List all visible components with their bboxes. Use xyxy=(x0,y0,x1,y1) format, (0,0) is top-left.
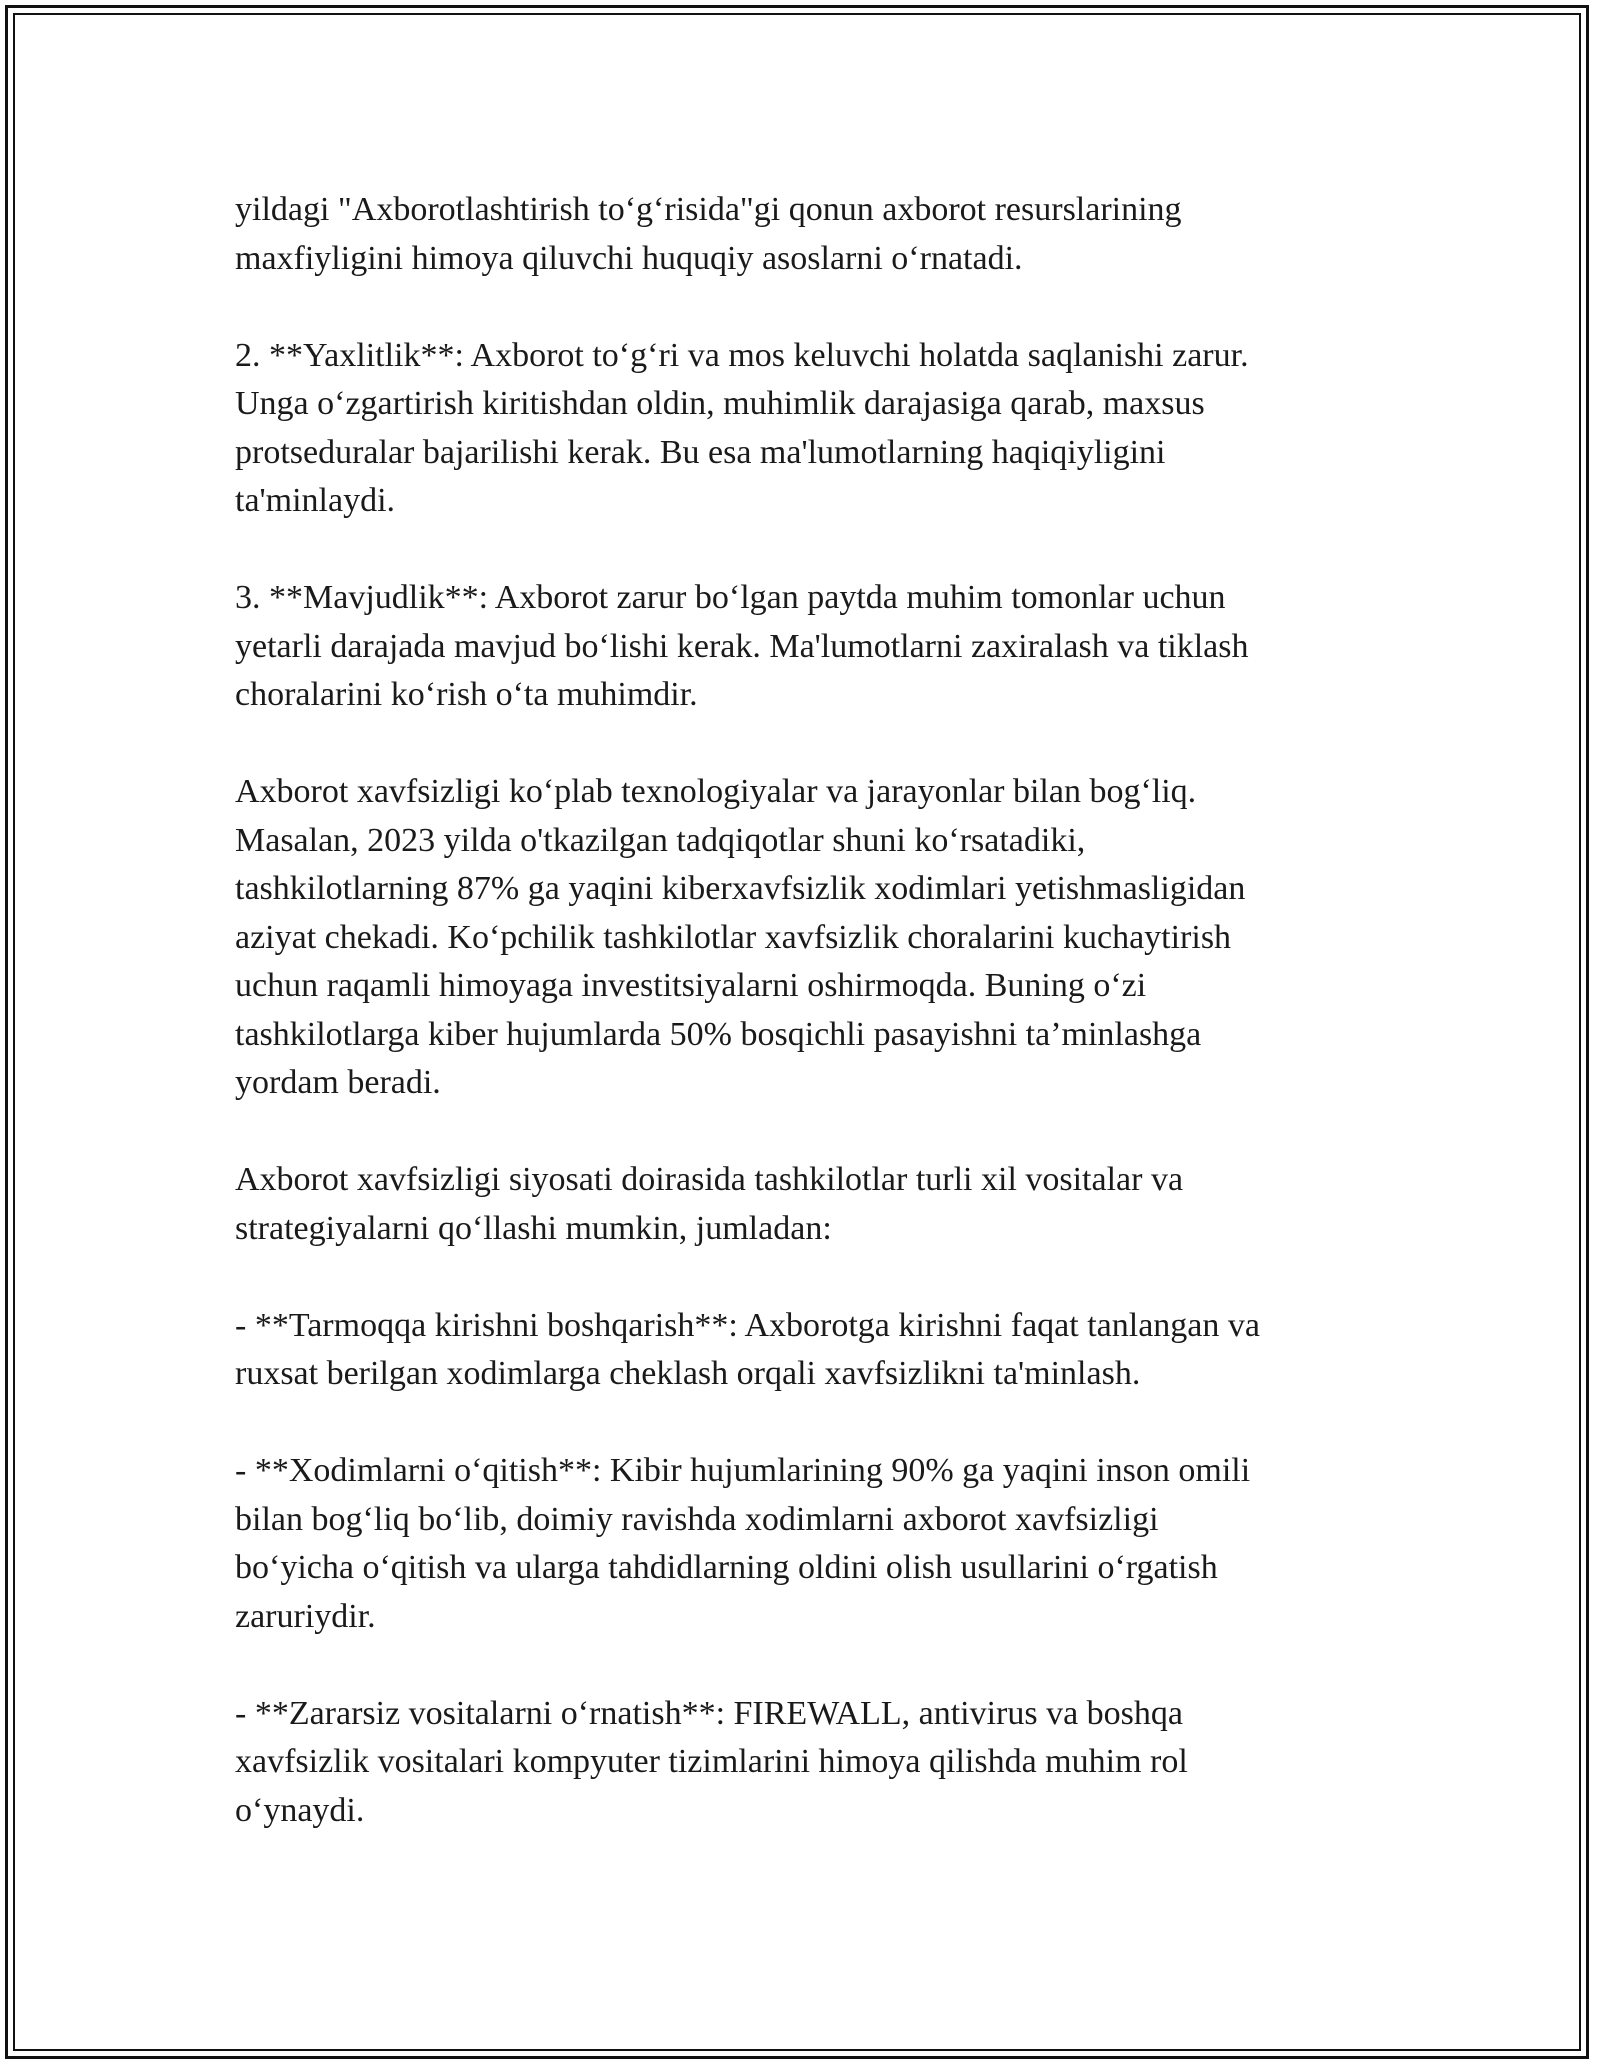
paragraph-technologies: Axborot xavfsizligi ko‘plab texnologiyalar va jarayonlar bilan bog‘liq. Masalan, 2023 yilda o'tkazilgan tadqiqotlar shuni ko‘rsatadiki, tashkilotlarning 87% ga yaqini kiberxavfsizlik xodimlari yetishmasligidan aziyat chekadi. Ko‘pchilik tashkilotlar xavfsizlik choralarini kuchaytirish uchun raqamli himoyaga investitsiyalarni oshirmoqda. Buning o‘zi tashkilotlarga kiber hujumlarda 50% bosqichli pasayishni ta’minlashga yordam beradi. xyxy=(235,773,1246,1101)
paragraph-policy-intro: Axborot xavfsizligi siyosati doirasida tashkilotlar turli xil vositalar va strategiyalarni qo‘llashi mumkin, jumladan: xyxy=(235,1161,1184,1247)
list-item-network-access: - **Tarmoqqa kirishni boshqarish**: Axborotga kirishni faqat tanlangan va ruxsat berilgan xodimlarga cheklash orqali xavfsizlikni ta'minlash. xyxy=(235,1306,1260,1392)
paragraph-integrity: 2. **Yaxlitlik**: Axborot to‘g‘ri va mos keluvchi holatda saqlanishi zarur. Unga o‘zgartirish kiritishdan oldin, muhimlik darajasiga qarab, maxsus protseduralar bajarilishi kerak. Bu esa ma'lumotlarning haqiqiyligini ta'minlaydi. xyxy=(235,336,1249,519)
list-item-staff-training: - **Xodimlarni o‘qitish**: Kibir hujumlarining 90% ga yaqini inson omili bilan bog‘liq bo‘lib, doimiy ravishda xodimlarni axborot xavfsizligi bo‘yicha o‘qitish va ularga tahdidlarning oldini olish usullarini o‘rgatish zaruriydir. xyxy=(235,1452,1251,1635)
document-body xyxy=(235,186,1365,1884)
list-item-security-tools: - **Zararsiz vositalarni o‘rnatish**: FIREWALL, antivirus va boshqa xavfsizlik vositalari kompyuter tizimlarini himoya qilishda muhim rol o‘ynaydi. xyxy=(235,1694,1188,1829)
paragraph-law-reference: yildagi "Axborotlashtirish to‘g‘risida"gi qonun axborot resurslarining maxfiyligini himoya qiluvchi huquqiy asoslarni o‘rnatadi. xyxy=(235,191,1182,277)
paragraph-availability: 3. **Mavjudlik**: Axborot zarur bo‘lgan paytda muhim tomonlar uchun yetarli darajada mavjud bo‘lishi kerak. Ma'lumotlarni zaxiralash va tiklash choralarini ko‘rish o‘ta muhimdir. xyxy=(235,579,1249,713)
